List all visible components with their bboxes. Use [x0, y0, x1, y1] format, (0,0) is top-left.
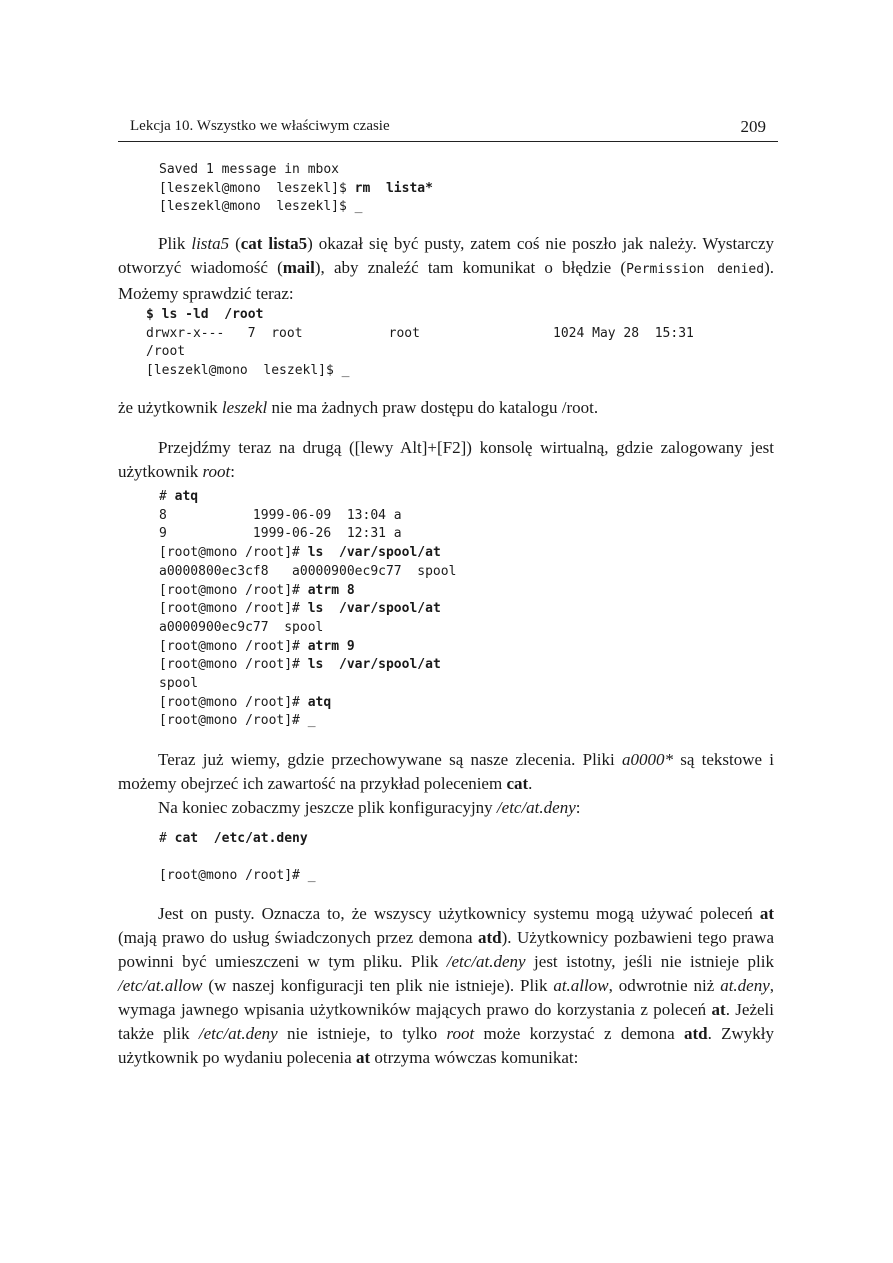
paragraph-at-deny-explanation: Jest on pusty. Oznacza to, że wszyscy użytkownicy systemu mogą używać poleceń at (mają prawo do usług świadczonych przez demona atd). Użytkownicy pozbawieni tego prawa powinni być umieszczeni w tym pliku. Plik /etc/at.deny jest istotny, jeśli nie istnieje plik /etc/at.allow (w naszej konfiguracji ten plik nie istnieje). Plik at.allow, odwrotnie niż at.deny, wymaga jawnego wpisania użytkowników mających prawo do korzystania z poleceń at. Jeżeli także plik /etc/at.deny nie istnieje, to tylko root może korzystać z demona atd. Zwykły użytkownik po wydaniu polecenia at otrzyma wówczas komunikat:: [118, 904, 775, 1067]
code-line: [leszekl@mono leszekl]$ _: [159, 199, 363, 215]
code-line: [leszekl@mono leszekl]$ rm lista*: [159, 180, 433, 196]
code-line: Saved 1 message in mbox: [159, 162, 340, 177]
code-line: # atq: [159, 489, 199, 504]
code-line: spool: [159, 676, 199, 692]
page-number: 209: [740, 117, 766, 136]
code-line: drwxr-x--- 7 root root 1024 May 28 15:31: [146, 325, 694, 341]
code-block-at-deny: [159, 830, 316, 886]
code-line: a0000800ec3cf8 a0000900ec9c77 spool: [159, 563, 457, 579]
code-line: [root@mono /root]# ls /var/spool/at: [159, 601, 441, 617]
code-line: [root@mono /root]# atrm 8: [159, 582, 355, 598]
code-line: /root: [146, 344, 186, 360]
code-line: [root@mono /root]# atq: [159, 694, 332, 710]
code-line: [leszekl@mono leszekl]$ _: [146, 363, 350, 379]
code-line: 8 1999-06-09 13:04 a: [159, 507, 402, 523]
code-line: [root@mono /root]# ls /var/spool/at: [159, 657, 441, 673]
paragraph-config: Na koniec zobaczmy jeszcze plik konfiguracyjny /etc/at.deny:: [158, 798, 581, 817]
code-line: [root@mono /root]# _: [159, 868, 316, 884]
code-line: $ ls -ld /root: [146, 307, 264, 322]
code-line: [root@mono /root]# ls /var/spool/at: [159, 545, 441, 561]
code-block-ls-root: [146, 306, 694, 381]
paragraph-atq-files: Teraz już wiemy, gdzie przechowywane są nasze zlecenia. Pliki a0000* są tekstowe i możemy obejrzeć ich zawartość na przykład poleceniem cat.: [118, 750, 774, 793]
paragraph-lista5: Plik lista5 (cat lista5) okazał się być pusty, zatem coś nie poszło jak należy. Wystarczy otworzyć wiadomość (mail), aby znaleźć tam komunikat o błędzie (Permission denied). Możemy sprawdzić teraz:: [118, 234, 774, 303]
code-line: a0000900ec9c77 spool: [159, 619, 324, 635]
code-line: 9 1999-06-26 12:31 a: [159, 526, 402, 542]
code-line: [root@mono /root]# _: [159, 713, 316, 729]
code-line: # cat /etc/at.deny: [159, 831, 308, 846]
paragraph-no-access: że użytkownik leszekl nie ma żadnych praw dostępu do katalogu /root.: [118, 398, 599, 417]
code-block-mail: [159, 161, 433, 217]
code-block-atq: [159, 488, 456, 731]
running-header: [118, 117, 778, 142]
paragraph-console: Przejdźmy teraz na drugą ([lewy Alt]+[F2]) konsolę wirtualną, gdzie zalogowany jest użytkownik root:: [118, 438, 774, 481]
header-title: Lekcja 10. Wszystko we właściwym czasie: [130, 118, 390, 134]
code-line: [root@mono /root]# atrm 9: [159, 638, 355, 654]
